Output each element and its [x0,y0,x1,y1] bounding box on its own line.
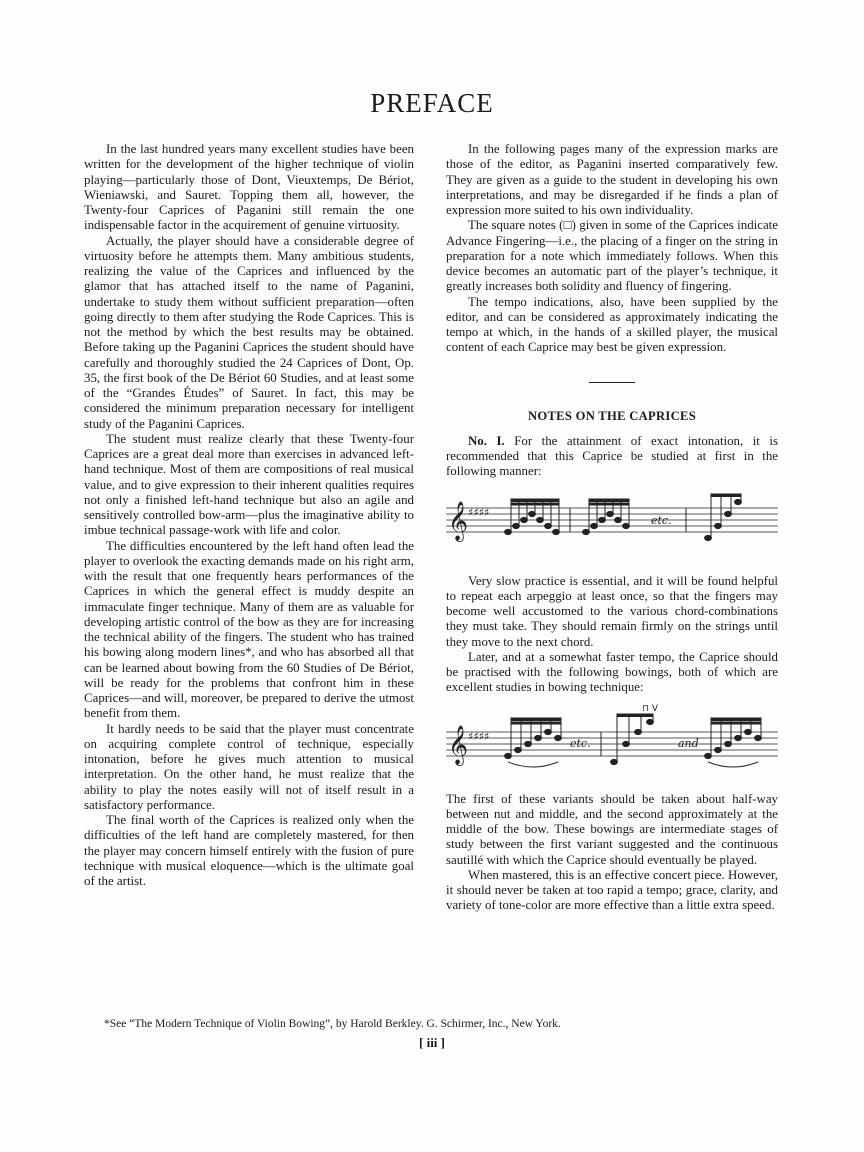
and-label: and [678,736,699,750]
paragraph: In the last hundred years many excellent studies have been written for the development of the higher technique of violin playing—particularly those of Dont, Vieuxtemps, De Bériot, Wieniawski, and Sauret. Topping them all, however, the Twenty-four Caprices of Paganini still remain the one indispensable factor in the acquirement of genuine virtuosity. [84,142,414,233]
paragraph-no1 [446,434,778,480]
caprice-number-label: No. I. [468,433,505,448]
right-column [446,142,778,914]
paragraph: Actually, the player should have a considerable degree of virtuosity before he attempts them. Many ambitious students, realizing the value of the Caprices and influenced by the glamor that has attached itself to the name of Paganini, undertake to study them without sufficient preparation—often going directly to them after studying the Rode Caprices. This is not the method by which the best results may be obtained. Before taking up the Paganini Caprices the student should have carefully and thoroughly studied the 24 Caprices of Dont, Op. 35, the first book of the De Bériot 60 Studies, and at least some of the “Grandes Études” of Sauret. In fact, this may be considered the minimum preparation necessary for intelligent study of the Paganini Caprices. [84,233,414,431]
page-number: [ iii ] [419,1035,445,1050]
paragraph: Later, and at a somewhat faster tempo, the Caprice should be practised with the following bowings, both of which are excellent studies in bowing technique: [446,649,778,695]
paragraph: The square notes (□) given in some of the Caprices indicate Advance Fingering—i.e., the placing of a finger on the string in preparation for a note which immediately follows. When this device becomes an automatic part of the player’s technique, it greatly increases both solidity and fluency of fingering. [446,218,778,294]
left-column [84,142,414,889]
treble-clef-icon: 𝄞 [448,724,469,765]
paragraph: It hardly needs to be said that the player must concentrate on acquiring complete control of technique, especially intonation, before he gives much attention to musical interpretation. On the other hand, he must realize that the ability to play the notes easily will not of itself result in a satisfactory performance. [84,721,414,812]
section-divider [589,382,635,383]
etc-label: etc. [570,736,591,750]
paragraph: The student must realize clearly that these Twenty-four Caprices are a great deal more than exercises in advanced left-hand technique. Most of them are compositions of real musical value, and to give expression to their inherent qualities requires not only a finished left-hand technique but also an agile and sensitively controlled bow-arm—plus the imaginative ability to imbue technical passage-work with life and color. [84,431,414,538]
paragraph: The tempo indications, also, have been supplied by the editor, and can be considered as approximately indicating the tempo at which, in the hands of a skilled player, the musical content of each Caprice may best be given expression. [446,294,778,355]
music-example-2 [446,702,778,784]
paragraph: When mastered, this is an effective concert piece. However, it should never be taken at too rapid a tempo; grace, clarity, and variety of tone-color are more effective than a little extra speed. [446,867,778,913]
notes-heading: NOTES ON THE CAPRICES [527,408,697,423]
paragraph: The final worth of the Caprices is realized only when the difficulties of the left hand are completely mastered, for then the player may concern himself entirely with the fusion of pure technique with musical eloquence—which is the ultimate goal of the artist. [84,813,414,888]
paragraph: Very slow practice is essential, and it will be found helpful to repeat each arpeggio at least once, so that the fingers may become well accustomed to the various chord-combinations they must take. They should remain firmly on the strings until they move to the next chord. [446,573,778,649]
footnote: *See “The Modern Technique of Violin Bowing”, by Harold Berkley. G. Schirmer, Inc., New York. [104,1018,561,1030]
bow-mark-icon: ⊓ V [642,703,659,714]
no1-text: For the attainment of exact intonation, it is recommended that this Caprice be studied at first in the following manner: [446,433,778,479]
key-signature-icon: ♯♯♯♯ [468,729,490,743]
key-signature-icon: ♯♯♯♯ [468,505,490,519]
music-staff-example-1 [446,486,778,566]
music-example-1 [446,486,778,566]
page-title: PREFACE [370,88,494,118]
paragraph: The difficulties encountered by the left hand often lead the player to overlook the exacting demands made on his right arm, with the result that one frequently hears performances of the Caprices in which the general effect is muddy despite an immaculate finger technique. Many of them are as valuable for developing artistic control of the bow as they are for increasing the technical ability of the fingers. The student who has trained his bowing along modern lines*, and who has absorbed all that can be learned about bowing from the 60 Studies of De Bériot, will be ready for the problems that confront him in these Caprices—and will, moreover, be prepared to derive the utmost benefit from them. [84,538,414,721]
paragraph: In the following pages many of the expression marks are those of the editor, as Paganini inserted comparatively few. They are given as a guide to the student in developing his own interpretations, and may be disregarded if he finds a plan of expression more suited to his own individuality. [446,142,778,217]
paragraph: The first of these variants should be taken about half-way between nut and middle, and the second approximately at the middle of the bow. These bowings are intermediate stages of study between the first variant suggested and the continuous sautillé with which the Caprice should eventually be played. [446,791,778,867]
etc-label: etc. [651,513,672,527]
music-staff-example-2 [446,702,778,784]
treble-clef-icon: 𝄞 [448,500,469,541]
